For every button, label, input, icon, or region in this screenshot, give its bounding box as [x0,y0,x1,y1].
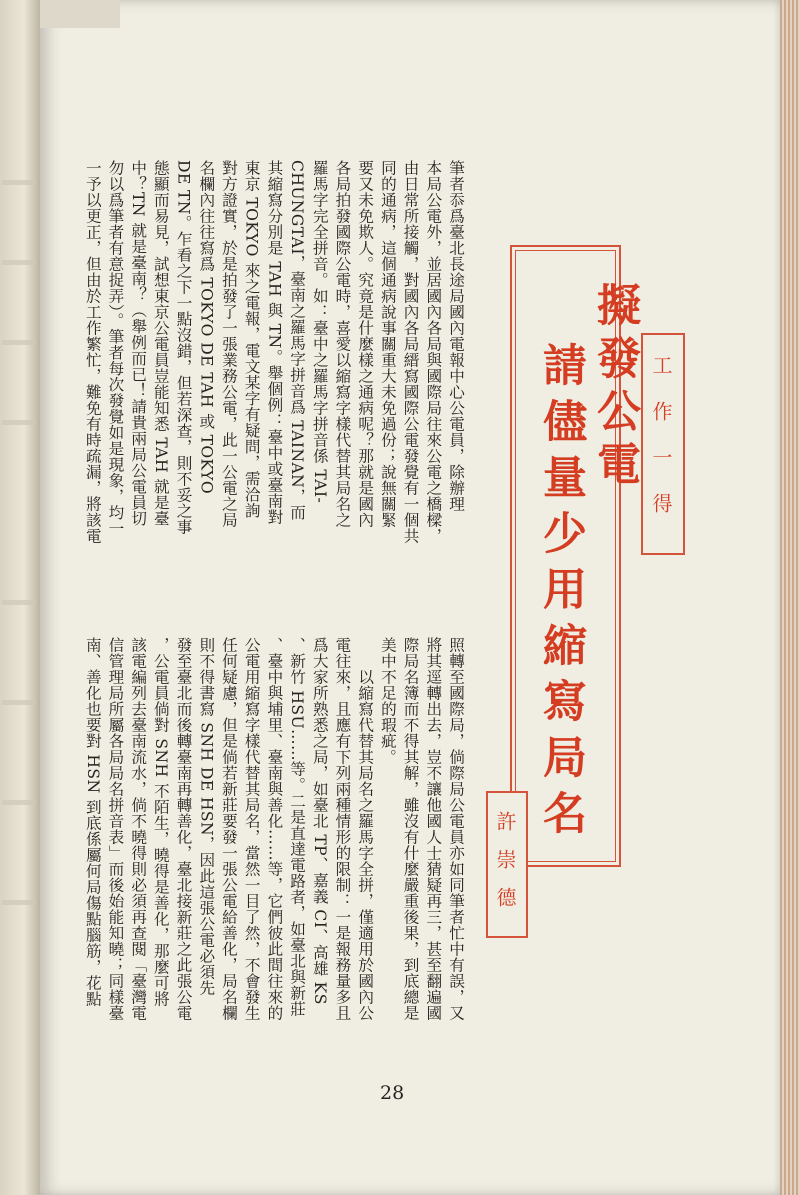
article-title-line-2: 請儘量少用縮寫局名 [535,342,586,846]
column-tag: 工作一得 [641,333,685,555]
body-text-upper: 筆者忝爲臺北長途局國內電報中心公電員，除辦理 本局公電外，並居國內各局與國際局往來公電之橋樑， 由日常所接觸，對國內各局縉寫國際公電發覺有一個共 同的通病，這個通病說事關重大未免過份；說無關緊 要又未免欺人。究竟是什麼樣之通病呢？那就是國內 各局拍發國際公電時，喜愛以縮寫字樣代替其局名之 羅馬字完全拼音。如：臺中之羅馬字拼音係 TAI- CHUNGTAI，臺南之羅馬字拼音爲 TAINAN，而 其縮寫分別是 TAH 與 TN。舉個例：臺中或臺南對 東京 TOKYO 來之電報，電文某字有疑問，需洽詢 對方證實，於是拍發了一張業務公電，此一公電之局 名欄內往往寫爲 TOKYO DE TAH 或 TOKYO DE TN。乍看之下一點沒錯，但若深查，則不妥之事 態顯而易見，試想東京公電員豈能知悉 TAH 就是臺 中？TN 就是臺南？（舉例而已！請貴兩局公電員切 勿以爲筆者有意捉弄）。筆者每次發覺如是現象，均一 一予以更正，但由於工作繁忙，難免有時疏漏，將該電 [83,160,465,544]
page-number: 28 [380,1082,405,1104]
paper-strip [40,0,120,28]
page-stack-edge [780,0,800,1195]
article-title-line-1: 擬發公電 [589,282,640,494]
body-text-lower: 照轉至國際局，倘際局公電員亦如同筆者忙中有誤，又 將其逕轉出去，豈不讓他國人士猜疑再三，甚至翻遍國 際局名簿而不得其解，雖沒有什麼嚴重後果，到底總是 美中不足的瑕疵。 以縮寫代替其局名之羅馬字全拼，僅適用於國內公 電往來，且應有下列兩種情形的限制：一是報務量多且 爲大家所熟悉之局，如臺北 TP、嘉義 CI、高雄 KS 、新竹 HSU……等。二是直達電路者，如臺北與新莊 、臺中與埔里、臺南與善化……等，它們彼此間往來的 公電用縮寫字樣代替其局名，當然一目了然，不會發生 任何疑慮，但是倘若新莊要發一張公電給善化，局名欄 則不得書寫 SNH DE HSN，因此這張公電必須先 發至臺北而後轉臺南再轉善化，臺北接新莊之此張公電 ，公電員倘對 SNH 不陌生，曉得是善化，那麼可將 該電編列去臺南流水，倘不曉得則必須再查閱「臺灣電 信管理局所屬各局局名拼音表」而後始能知曉；同樣臺 南、善化也要對 HSN 到底係屬何局傷點腦筋，花點 [83,637,465,1021]
left-page-edge [0,0,40,1195]
author-name: 許崇德 [486,791,528,938]
